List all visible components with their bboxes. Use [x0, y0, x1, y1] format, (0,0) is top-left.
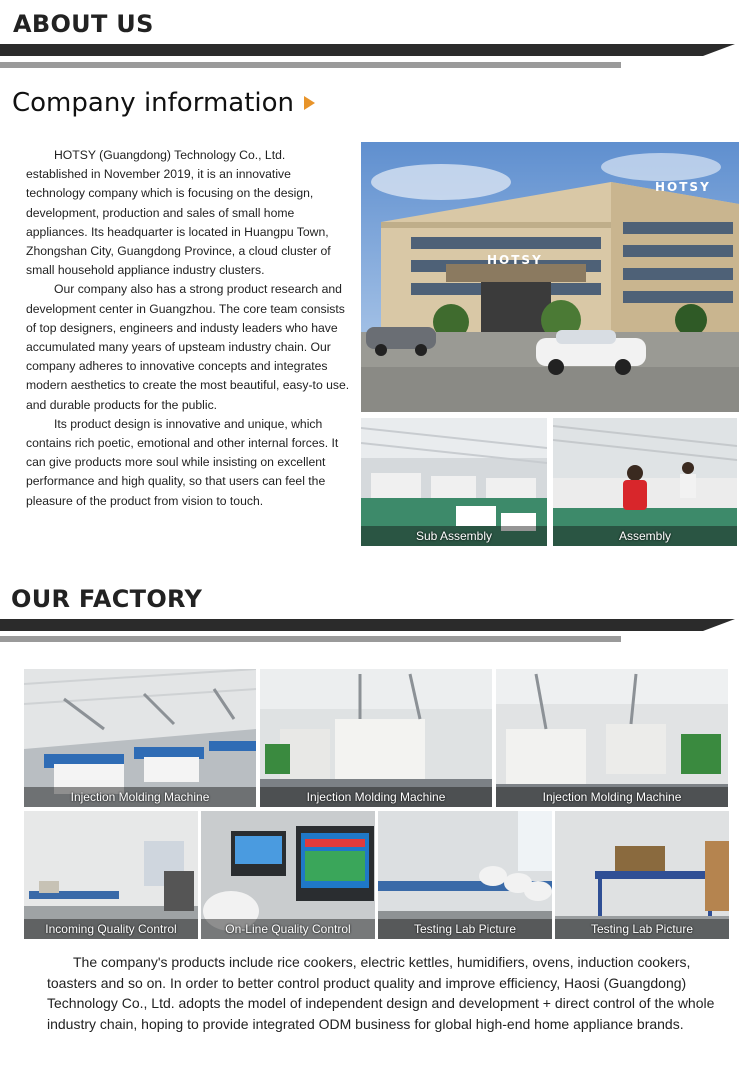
title-bar-grey	[0, 62, 621, 68]
play-triangle-icon	[304, 96, 315, 110]
photo-caption: Sub Assembly	[361, 526, 547, 546]
about-paragraph: Our company also has a strong product research and development center in Guangzhou. The core team consists of top designers, engineers and industy leaders who have accumulated many years of upsteam industry chain. Our company adheres to innovative concepts and integrates modern aesthetics to create the most beautiful, easy-to use. and durable products for the public.	[26, 282, 350, 412]
about-paragraph: Its product design is innovative and unique, which contains rich poetic, emotional and other internal forces. It can give products more soul while insisting on excellent performance and high quality, so that users can feel the pleasure of the product from vision to touch.	[26, 416, 339, 508]
photo-caption: Injection Molding Machine	[24, 787, 256, 807]
about-paragraph: HOTSY (Guangdong) Technology Co., Ltd. established in November 2019, it is an innovative technology company which is focusing on the design, development, production and sales of small home appliances. Its headquarter is located in Huangpu Town, Zhongshan City, Guangdong Province, a cloud cluster of small household appliance industry clusters.	[26, 148, 331, 278]
incoming-quality-control-photo	[24, 811, 198, 939]
title-bar-dark	[0, 619, 735, 631]
company-info-heading	[12, 88, 315, 118]
injection-molding-photo	[260, 669, 492, 807]
injection-molding-photo	[496, 669, 728, 807]
title-bar-grey	[0, 636, 621, 642]
photo-caption: Assembly	[553, 526, 737, 546]
photo-caption: Injection Molding Machine	[496, 787, 728, 807]
online-quality-control-photo	[201, 811, 375, 939]
photo-caption: Injection Molding Machine	[260, 787, 492, 807]
photo-caption: Incoming Quality Control	[24, 919, 198, 939]
title-bar-dark	[0, 44, 735, 56]
testing-lab-photo	[378, 811, 552, 939]
assembly-photo	[553, 418, 737, 546]
factory-description-paragraph: The company's products include rice cookers, electric kettles, humidifiers, ovens, induction cookers, toasters and so on. In order to better control product quality and improve efficiency, Haosi (Guangdong) Technology Co., Ltd. adopts the model of independent design and development + direct control of the whole industry chain, hoping to provide integrated ODM business for global high-end home appliance brands.	[47, 954, 715, 1032]
factory-description	[47, 952, 715, 1034]
photo-caption: On-Line Quality Control	[201, 919, 375, 939]
sub-assembly-photo	[361, 418, 547, 546]
headquarters-building-photo	[361, 142, 739, 412]
photo-caption: Testing Lab Picture	[555, 919, 729, 939]
testing-lab-photo	[555, 811, 729, 939]
about-us-title: ABOUT US	[13, 10, 154, 38]
building-sign-side: HOTSY	[655, 180, 711, 194]
our-factory-title: OUR FACTORY	[11, 585, 203, 613]
injection-molding-photo	[24, 669, 256, 807]
building-sign-front: HOTSY	[487, 253, 543, 267]
photo-caption: Testing Lab Picture	[378, 919, 552, 939]
about-text	[26, 146, 350, 511]
company-info-title: Company information	[12, 88, 295, 118]
